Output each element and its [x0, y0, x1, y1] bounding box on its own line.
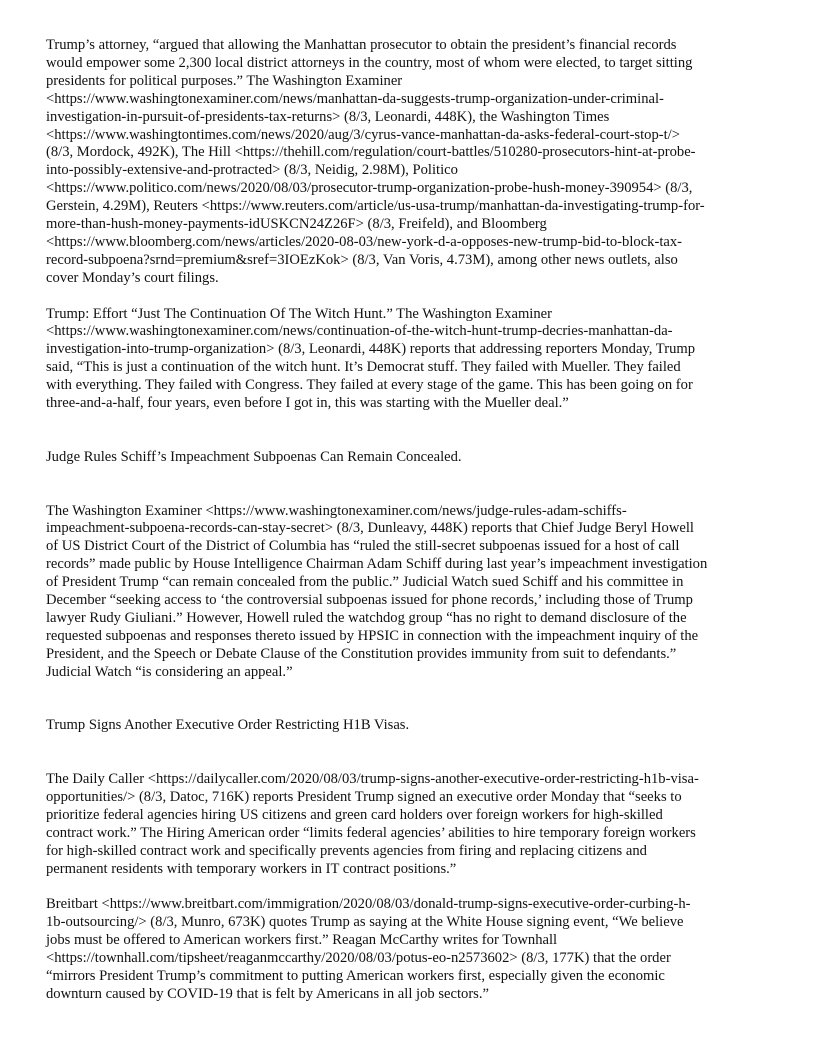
paragraph-breitbart: Breitbart <https://www.breitbart.com/immigration/2020/08/03/donald-trump-signs-executive-order-curbing-h- 1b-outsourcing/> (8/3, Munro, 673K) quotes Trump as saying at the White House signing event, “We believe jobs must be offered to American workers first.” Reagan McCarthy writes for Townhall <https://townhall.com/tipsheet/reaganmccarthy/2020/08/03/potus-eo-n2573602> (8/3, 177K) that the order “mirrors President Trump’s commitment to putting American workers first, especially given the economic downturn caused by COVID-19 that is felt by Americans in all job sectors.”	[46, 896, 691, 1002]
paragraph-witch-hunt: Trump: Effort “Just The Continuation Of The Witch Hunt.” The Washington Examiner <https://www.washingtonexaminer.com/news/continuation-of-the-witch-hunt-trump-decries-manhattan-da- investigation-into-trump-organization> (8/3, Leonardi, 448K) reports that addressing reporters Monday, Trump said, “This is just a continuation of the witch hunt. It’s Democrat stuff. They failed with Mueller. They failed with everything. They failed with Congress. They failed at every stage of the game. This has been going on for three-and-a-half, four years, even before I got in, this was starting with the Mueller deal.”	[46, 305, 696, 412]
headline-schiff-subpoenas: Judge Rules Schiff’s Impeachment Subpoenas Can Remain Concealed.	[46, 448, 462, 465]
paragraph-daily-caller: The Daily Caller <https://dailycaller.com/2020/08/03/trump-signs-another-executive-order-restricting-h1b-visa- opportunities/> (8/3, Datoc, 716K) reports President Trump signed an executive order Monday that “seeks to prioritize federal agencies hiring US citizens and green card holders over foreign workers for high-skilled contract work.” The Hiring American order “limits federal agencies’ abilities to hire temporary foreign workers for high-skilled contract work and specifically prevents agencies from firing and replacing citizens and permanent residents with temporary workers in IT contract positions.”	[46, 771, 699, 877]
headline-h1b-visas: Trump Signs Another Executive Order Restricting H1B Visas.	[46, 717, 410, 734]
paragraph-court-filings: Trump’s attorney, “argued that allowing the Manhattan prosecutor to obtain the president’s financial records would empower some 2,300 local district attorneys in the country, most of whom were elected, to target sitting presidents for political purposes.” The Washington Examiner <https://www.washingtonexaminer.com/news/manhattan-da-suggests-trump-organization-under-criminal- investigation-in-pursuit-of-presidents-tax-returns> (8/3, Leonardi, 448K), the Washington Times <https://www.washingtontimes.com/news/2020/aug/3/cyrus-vance-manhattan-da-asks-federal-court-stop-t/> (8/3, Mordock, 492K), The Hill <https://thehill.com/regulation/court-battles/510280-prosecutors-hint-at-probe- into-possibly-extensive-and-protracted> (8/3, Neidig, 2.98M), Politico <https://www.politico.com/news/2020/08/03/prosecutor-trump-organization-probe-hush-money-390954> (8/3, Gerstein, 4.29M), Reuters <https://www.reuters.com/article/us-usa-trump/manhattan-da-investigating-trump-for- more-than-hush-money-payments-idUSKCN24Z26F> (8/3, Freifeld), and Bloomberg <https://www.bloomberg.com/news/articles/2020-08-03/new-york-d-a-opposes-new-trump-bid-to-block-tax- record-subpoena?srnd=premium&sref=3IOEzKok> (8/3, Van Voris, 4.73M), among other news outlets, also cover Monday’s court filings.	[46, 37, 705, 286]
document-page	[46, 37, 776, 1004]
paragraph-schiff-subpoenas: The Washington Examiner <https://www.washingtonexaminer.com/news/judge-rules-adam-schiffs- impeachment-subpoena-records-can-stay-secret> (8/3, Dunleavy, 448K) reports that Chief Judge Beryl Howell of US District Court of the District of Columbia has “ruled the still-secret subpoenas issued for a host of call records” made public by House Intelligence Chairman Adam Schiff during last year’s impeachment investigation of President Trump “can remain concealed from the public.” Judicial Watch sued Schiff and his committee in December “seeking access to ‘the controversial subpoenas issued for phone records,’ including those of Trump lawyer Rudy Giuliani.” However, Howell ruled the watchdog group “has no right to demand disclosure of the requested subpoenas and responses thereto issued by HPSIC in connection with the impeachment inquiry of the President, and the Speech or Debate Clause of the Constitution provides immunity from suit to defendants.” Judicial Watch “is considering an appeal.”	[46, 502, 708, 680]
